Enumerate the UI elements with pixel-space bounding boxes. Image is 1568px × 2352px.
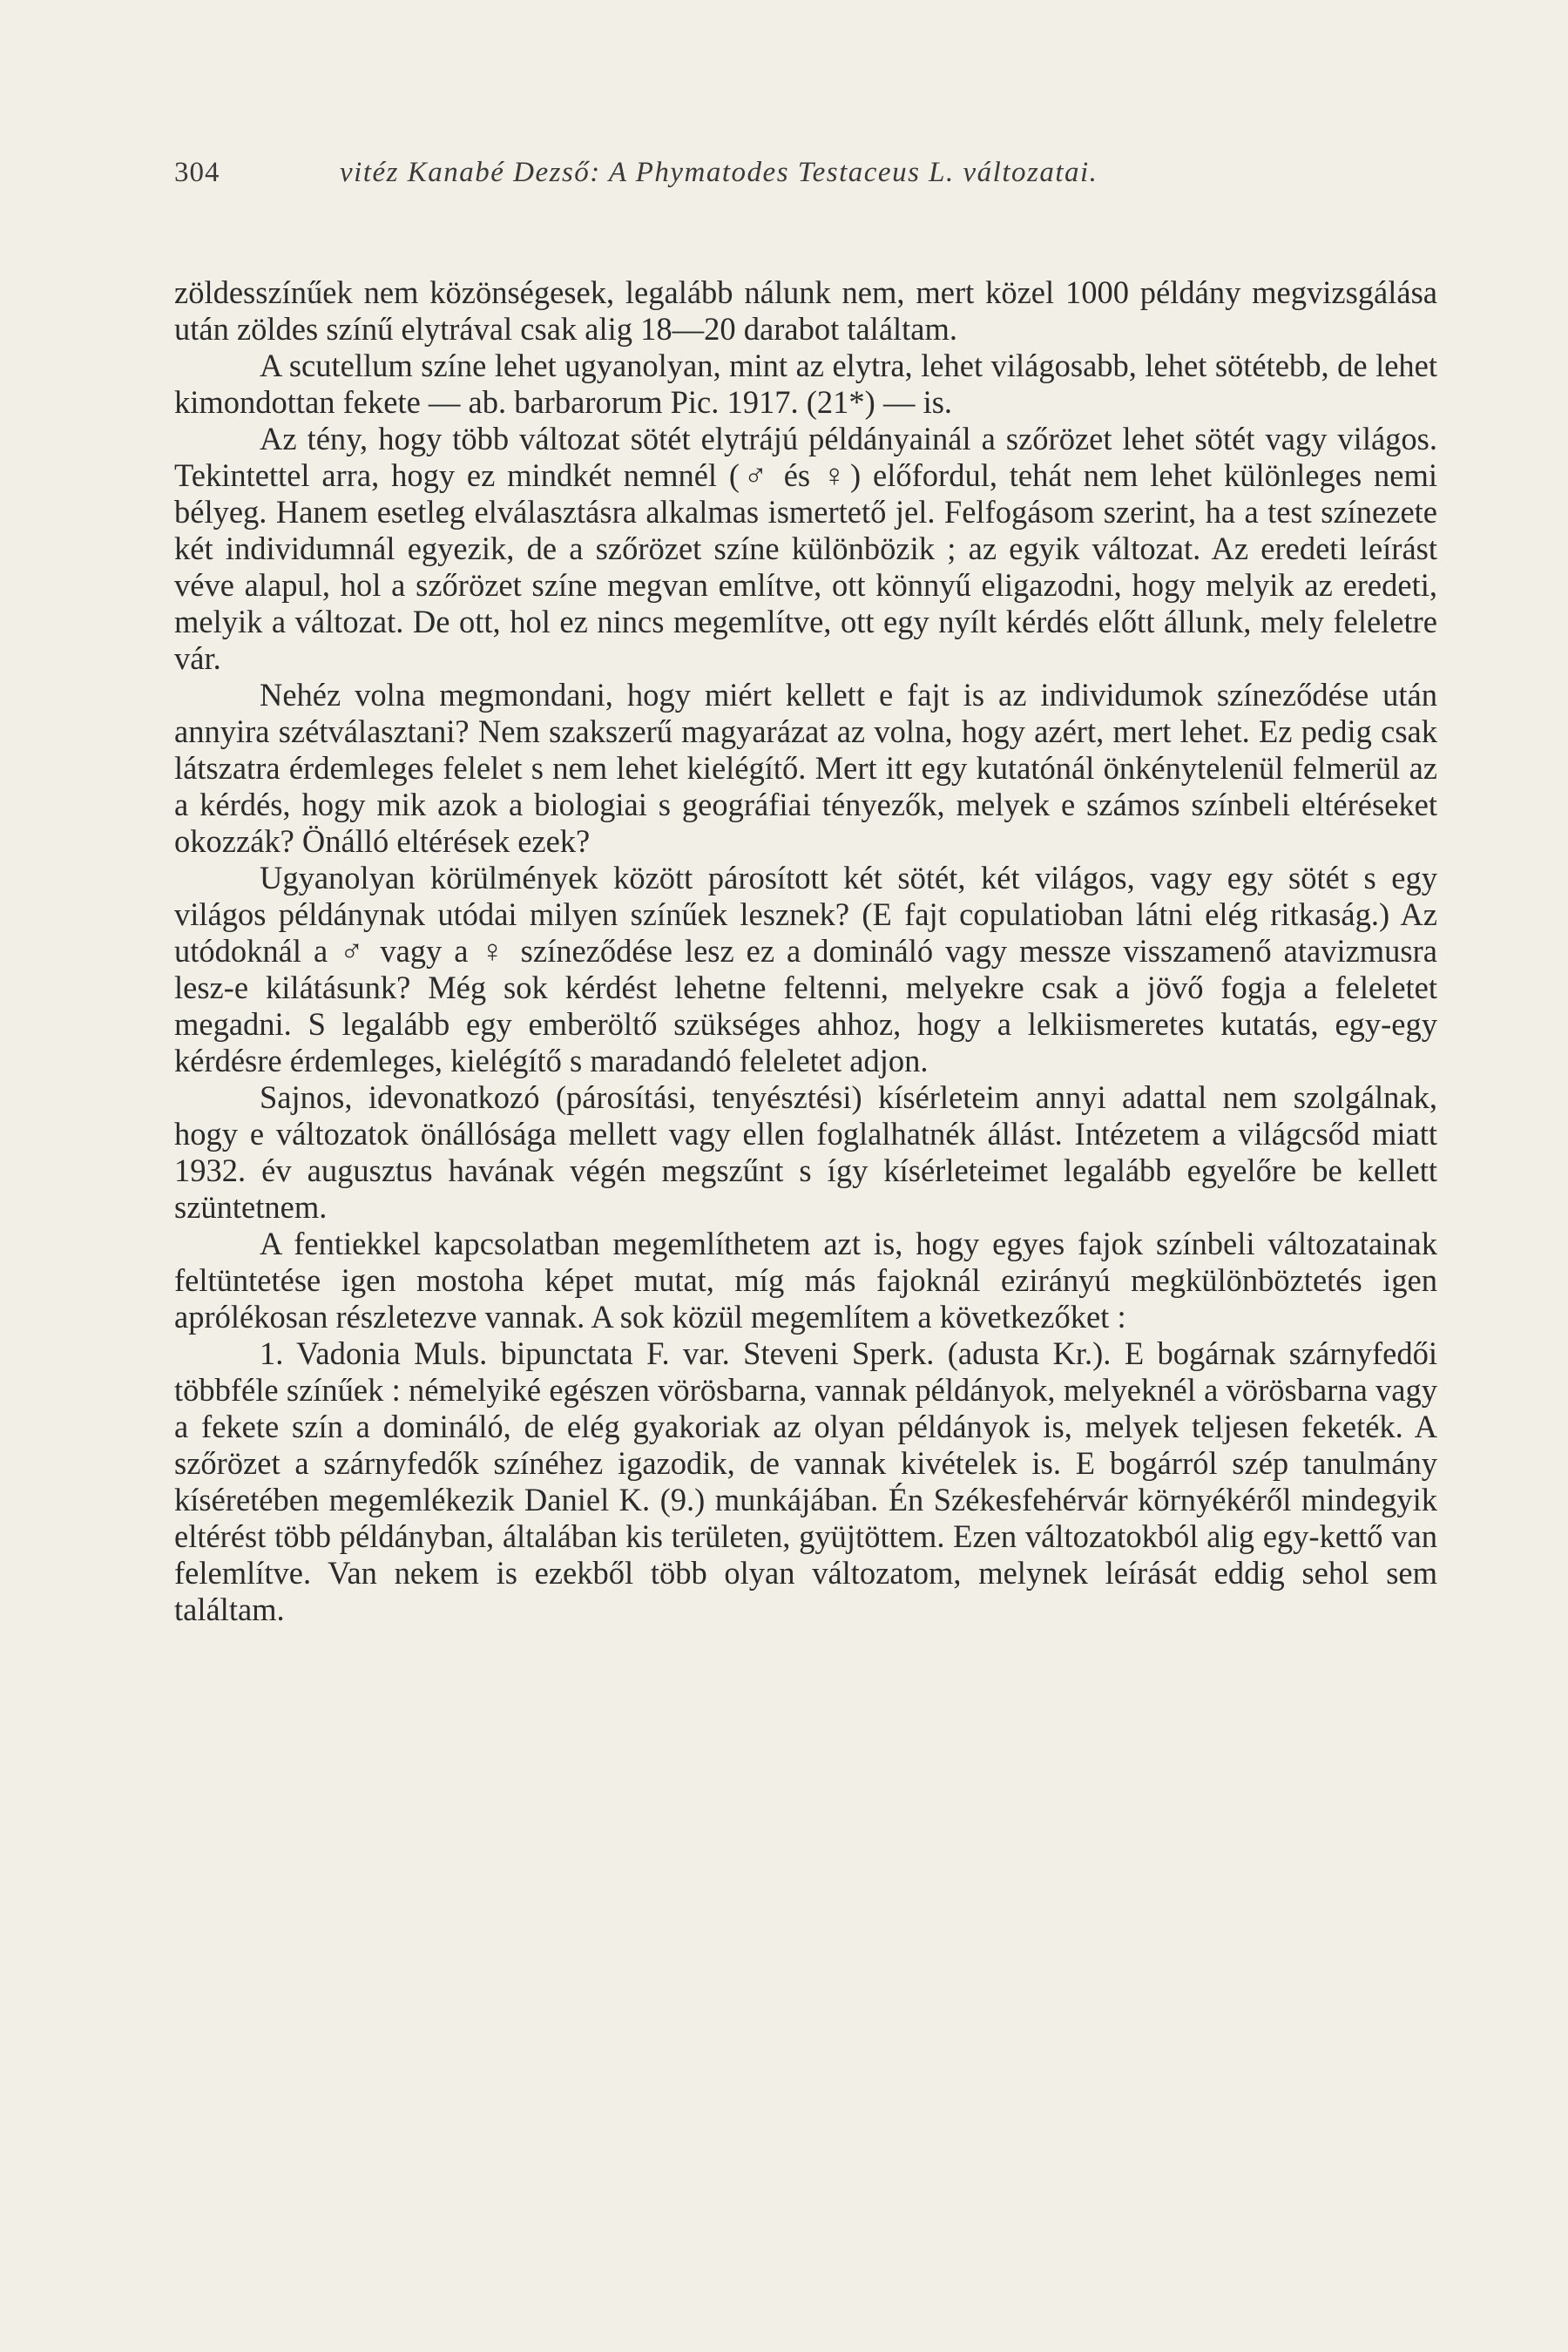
body-text bbox=[174, 274, 1437, 1628]
paragraph-ugyanolyan: Ugyanolyan körülmények között párosított két sötét, két világos, vagy egy sötét s egy világos példánynak utódai milyen színűek lesznek? (E fajt copulatioban látni elég ritkaság.) Az utódoknál a ♂ vagy a ♀ színeződése lesz ez a domináló vagy messze visszamenő atavizmusra lesz-e kilátásunk? Még sok kérdést lehetne feltenni, melyekre csak a jövő fogja a feleletet megadni. S legalább egy emberöltő szükséges ahhoz, hogy a lelkiismeretes kutatás, egy-egy kérdésre érdemleges, kielégítő s maradandó feleletet adjon. bbox=[174, 860, 1437, 1078]
paragraph-nehez: Nehéz volna megmondani, hogy miért kellett e fajt is az individumok színeződése után annyira szétválasztani? Nem szakszerű magyarázat az volna, hogy azért, mert lehet. Ez pedig csak látszatra érdemleges felelet s nem lehet kielégítő. Mert itt egy kutatónál önkénytelenül felmerül az a kérdés, hogy mik azok a biologiai s geográfiai tényezők, melyek e számos színbeli eltéréseket okozzák? Önálló eltérések ezek? bbox=[174, 677, 1437, 859]
page-header bbox=[174, 157, 1429, 200]
paragraph-vadonia: 1. Vadonia Muls. bipunctata F. var. Steveni Sperk. (adusta Kr.). E bogárnak szárnyfedői többféle színűek : némelyiké egészen vörösbarna, vannak példányok, melyeknél a vörösbarna vagy a fekete szín a domináló, de elég gyakoriak az olyan példányok is, melyek teljesen feketék. A szőrözet a szárnyfedők színéhez igazodik, de vannak kivételek is. E bogárról szép tanulmány kíséretében megemlékezik Daniel K. (9.) munkájában. Én Székesfehérvár környékéről mindegyik eltérést több példányban, általában kis területen, gyüjtöttem. Ezen változatokból alig egy-kettő van felemlítve. Van nekem is ezekből több olyan változatom, melynek leírását eddig sehol sem találtam. bbox=[174, 1335, 1437, 1627]
paragraph-scutellum: A scutellum színe lehet ugyanolyan, mint az elytra, lehet világosabb, lehet sötétebb, de lehet kimondottan fekete — ab. barbarorum Pic. 1917. (21*) — is. bbox=[174, 348, 1437, 420]
running-head: vitéz Kanabé Dezső: A Phymatodes Testaceus L. változatai. bbox=[340, 157, 1098, 188]
paragraph-szorozet: Az tény, hogy több változat sötét elytrájú példányainál a szőrözet lehet sötét vagy világos. Tekintettel arra, hogy ez mindkét nemnél (♂ és ♀) előfordul, tehát nem lehet különleges nemi bélyeg. Hanem esetleg elválasztásra alkalmas ismertető jel. Felfogásom szerint, ha a test színezete két individumnál egyezik, de a szőrözet színe különbözik ; az egyik változat. Az eredeti leírást véve alapul, hol a szőrözet színe megvan említve, ott könnyű eligazodni, hogy melyik az eredeti, melyik a változat. De ott, hol ez nincs megemlítve, ott egy nyílt kérdés előtt állunk, mely feleletre vár. bbox=[174, 421, 1437, 676]
paragraph-sajnos: Sajnos, idevonatkozó (párosítási, tenyésztési) kísérleteim annyi adattal nem szolgálnak, hogy e változatok önállósága mellett vagy ellen foglalhatnék állást. Intézetem a világcsőd miatt 1932. év augusztus havának végén megszűnt s így kísérleteimet legalább egyelőre be kellett szüntetnem. bbox=[174, 1079, 1437, 1225]
paragraph-continuation: zöldesszínűek nem közönségesek, legalább nálunk nem, mert közel 1000 példány megvizsgálása után zöldes színű elytrával csak alig 18—20 darabot találtam. bbox=[174, 274, 1437, 347]
paragraph-fentiekkel: A fentiekkel kapcsolatban megemlíthetem azt is, hogy egyes fajok színbeli változatainak feltüntetése igen mostoha képet mutat, míg más fajoknál ezirányú megkülönböztetés igen aprólékosan részletezve vannak. A sok közül megemlítem a következőket : bbox=[174, 1226, 1437, 1335]
page-number: 304 bbox=[174, 157, 220, 188]
